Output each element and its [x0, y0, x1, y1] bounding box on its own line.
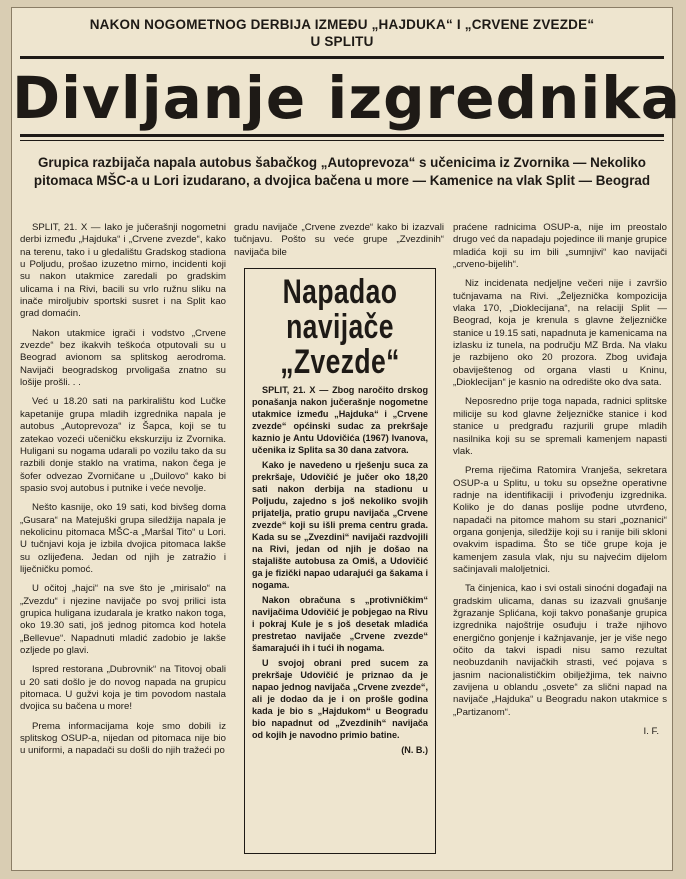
- box-paragraph: Nakon obračuna s „protivničkim“ navijačima Udovičić je pobjegao na Rivu i pokraj Kule je s još desetak mladića prestretao navijače „Crvene zvezde“ šamarajući ih i tući ih nogama.: [252, 595, 428, 653]
- box-title-line-3: „Zvezde“: [280, 343, 400, 381]
- paragraph: Već u 18.20 sati na parkiralištu kod Lučke kapetanije grupa mladih izgrednika napala je autobus „Autoprevoza“ iz Šapca, koji se tu zatekao vozeći učeničku ekskurziju iz Zvornika. Huligani su nogama udarali po vozilu tako da su razbili donje staklo na vratima, nakon čega je šofer odvezao Zvorničane u „Duilovo“ kako bi spasio svoj autobus i putnike i veće nevolje.: [20, 396, 226, 494]
- paragraph: SPLIT, 21. X — Iako je jučerašnji nogometni derbi između „Hajduka“ i „Crvene zvezde“, kako na terenu, tako i u gledalištu Gradskog stadiona u Poljudu, prošao izuzetno mirno, incidenti koji su nakon utakmice zaredali po gradskim ulicama i na Rivi, bacili su vrlo ružnu sliku na inače miroljubiv sportski susret i na Split kao grad domaćin.: [20, 222, 226, 320]
- headline-rule: [20, 134, 664, 137]
- article-column-3: [453, 222, 667, 738]
- box-title: [271, 275, 408, 380]
- box-paragraph: U svojoj obrani pred sucem za prekršaje Udovičić je priznao da je napao jednog navijača „Crvene zvezde“, ali je dodao da je i on prošle godina kada je bio s „Hajdukom“ u Beogradu bio napadnut od „Zvezdinih“ navijača od kojih je navodno primio batine.: [252, 658, 428, 740]
- box-title-line-2: navijače: [286, 308, 394, 346]
- sidebar-box: [244, 268, 436, 854]
- paragraph: Prema riječima Ratomira Vranješa, sekretara OSUP-a u Splitu, u toku su opsežne operativne radnje na identifikaciji i privođenju izgrednika. Koliko je do danas poslije podne utvrđeno, napadači na pitomce mahom su stari „poznanici“ organa gonjenja, siledžije koji su i ranije bili skloni ovakvim ispadima. Što se tiče grupe koja je kamenjem zasula vlak, nju su najvećim dijelom sačinjavali maloljetnici.: [453, 465, 667, 575]
- paragraph: Neposredno prije toga napada, radnici splitske milicije su kod glavne željezničke stanice i kod stanice u predgrađu razjurili grupe mladih nasilnika koji su se spremali kamenjem napasti vlak.: [453, 396, 667, 457]
- paragraph: Niz incidenata nedjeljne večeri nije i završio tučnjavama na Rivi. „Željeznička kompozicija vlaka 170, „Dioklecijana“, na relaciji Split — Beograd, koja je krenula s glavne željezničke stanice u 19.15 sati, napadnuta je kamenicama na izlasku iz tunela, na području MZ Brda. Na vlaku je razbijeno oko 20 prozora. Zbog uviđaja obaviještenog od organa vlasti u Kninu, „Dioklecijan“ je kasnio na odredište oko dva sata.: [453, 278, 667, 389]
- box-title-line-1: Napadao: [282, 273, 398, 311]
- top-rule: [20, 56, 664, 59]
- paragraph: gradu navijače „Crvene zvezde“ kako bi izazvali tučnjavu. Pošto su veće grupe „Zvezdinih“ navijača bile: [234, 222, 444, 258]
- article-column-1: [20, 222, 226, 765]
- newspaper-clipping: [11, 7, 681, 871]
- paragraph: Nešto kasnije, oko 19 sati, kod bivšeg doma „Gusara“ na Matejuški grupa siledžija napala je nekolicinu pitomaca MŠC-a „Maršal Tito“ u Lori. U tučnjavi koja je izbila dvojica pitomaca lakše su ozlijeđena. Jedan od njih je zatražio i liječničku pomoć.: [20, 502, 226, 575]
- paragraph: Ispred restorana „Dubrovnik“ na Titovoj obali u 20 sati došlo je do novog napada na grupicu pitomaca. U gužvi koja je tim povodom nastala dvojica su bačena u more!: [20, 664, 226, 713]
- headline: Divljanje izgrednika: [12, 64, 681, 132]
- article-signature: I. F.: [643, 726, 659, 738]
- deck: Grupica razbijača napala autobus šabačkog „Autoprevoza“ s učenicima iz Zvornika — Nekoliko pitomaca MŠC-a u Lori izudarano, a dvojica bačena u more — Kamenice na vlak Split — Beograd: [33, 155, 651, 188]
- kicker-line-1: NAKON NOGOMETNOG DERBIJA IZMEĐU „HAJDUKA“ I „CRVENE ZVEZDE“: [89, 17, 595, 32]
- article-column-2: [234, 222, 444, 266]
- paragraph: praćene radnicima OSUP-a, nije im preostalo drugo već da napadaju pojedince ili manje grupice mladića koji su im bili „sumnjivi“ kao navijači „crveno-bijelih“.: [453, 222, 667, 271]
- paragraph: U očitoj „hajci“ na sve što je „mirisalo“ na „Zvezdu“ i njezine navijače po svoj prilici ista grupica huligana izudarala je kratko nakon toga, oko 19.30 sati, još jednog pitomca kod hotela „Bellevue“. Napadnuti mladić zadobio je lakše ozljede po glavi.: [20, 583, 226, 656]
- box-signature: (N. B.): [401, 745, 428, 755]
- box-text: [252, 384, 428, 756]
- box-paragraph: Kako je navedeno u rješenju suca za prekršaje, Udovičić je jučer oko 18,20 sati nakon derbija na stadionu u Poljudu, zajedno s još nekoliko svojih prijatelja, pratio grupu navijača „Crvene zvezde“ koji su išli prema centru grada. Kada su se „Zvezdini“ navijači razdvojili na Rivi, jedan od njih je došao na stajalište autobusa za Omiš, a Udovičić ga je fizički napao udarajući ga šakama i nogama.: [252, 460, 428, 590]
- paragraph: Ta činjenica, kao i svi ostali sinoćni događaji na gradskim ulicama, danas su izazvali gnušanje žgrazanje Splićana, koji takvo ponašanje grupica izgrednika najoštrije osuđuju i traže njihovo energično gonjenje i kažnjavanje, jer je više nego očito da takvi ispadi nisu samo rezultat neobuzdanih navijačkih strasti, već pojava s jasnim nacionalističkim obilježjima, tek naivno zavijena u oblandu „osvete“ za slični napad na navijače „Hajduka“ u Beogradu nakon utakmice s „Partizanom“.: [453, 583, 667, 718]
- kicker: [12, 16, 672, 50]
- box-paragraph: SPLIT, 21. X — Zbog naročito drskog ponašanja nakon jučerašnje nogometne utakmice između „Hajduka“ i „Crvene zvezde“ općinski sudac za prekršaje kaznio je Antu Udovičića (1967) Ivanova, učenika iz Splita sa 30 dana zatvora.: [252, 385, 428, 455]
- headline-rule-thin: [20, 140, 664, 141]
- paragraph: Nakon utakmice igrači i vodstvo „Crvene zvezde“ bez ikakvih teškoća otputovali su u Beograd avionom sa splitskog aerodroma. Navijači beogradskog prvoligaša znatno su lošije prošli. . .: [20, 327, 226, 389]
- paragraph: Prema informacijama koje smo dobili iz splitskog OSUP-a, nijedan od pitomaca nije bio u uniformi, a napadači su došli do njih tražeći po: [20, 720, 226, 757]
- kicker-line-2: U SPLITU: [310, 34, 374, 49]
